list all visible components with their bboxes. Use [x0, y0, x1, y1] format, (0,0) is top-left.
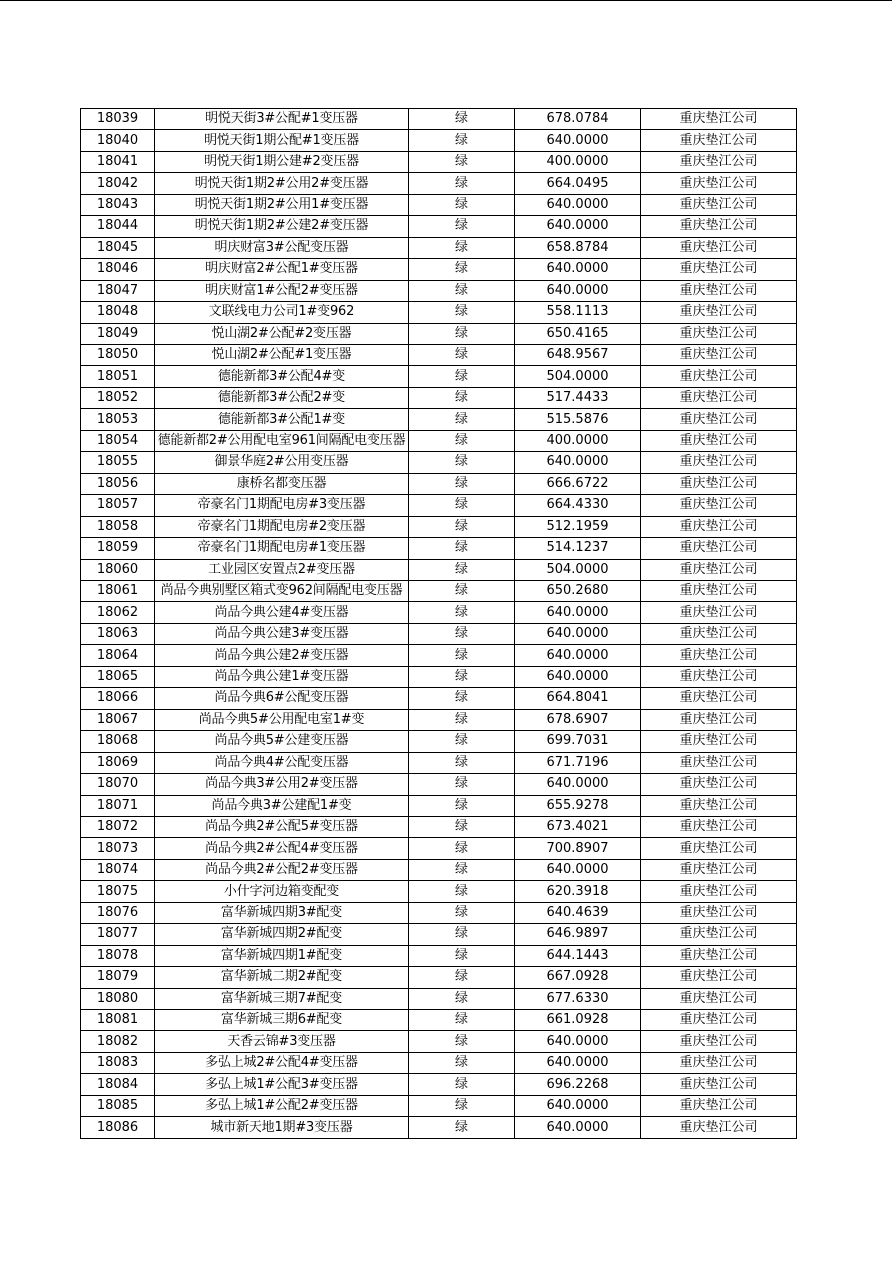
company-cell: 重庆垫江公司	[641, 1074, 797, 1095]
company-cell: 重庆垫江公司	[641, 559, 797, 580]
company-cell: 重庆垫江公司	[641, 173, 797, 194]
table-row	[81, 902, 797, 923]
table-row	[81, 580, 797, 601]
status-color-cell: 绿	[409, 430, 515, 451]
company-cell: 重庆垫江公司	[641, 1031, 797, 1052]
transformer-name-cell: 尚品今典公建3#变压器	[155, 623, 409, 644]
table-row	[81, 666, 797, 687]
value-cell: 648.9567	[515, 344, 641, 365]
value-cell: 640.0000	[515, 623, 641, 644]
status-color-cell: 绿	[409, 602, 515, 623]
company-cell: 重庆垫江公司	[641, 237, 797, 258]
value-cell: 696.2268	[515, 1074, 641, 1095]
company-cell: 重庆垫江公司	[641, 538, 797, 559]
company-cell: 重庆垫江公司	[641, 151, 797, 172]
company-cell: 重庆垫江公司	[641, 280, 797, 301]
transformer-name-cell: 德能新都3#公配1#变	[155, 409, 409, 430]
value-cell: 504.0000	[515, 559, 641, 580]
status-color-cell: 绿	[409, 1052, 515, 1073]
table-row	[81, 216, 797, 237]
transformer-name-cell: 文联线电力公司1#变962	[155, 302, 409, 323]
value-cell: 640.0000	[515, 216, 641, 237]
table-row	[81, 774, 797, 795]
value-cell: 646.9897	[515, 924, 641, 945]
status-color-cell: 绿	[409, 924, 515, 945]
row-id-cell: 18051	[81, 366, 155, 387]
status-color-cell: 绿	[409, 280, 515, 301]
status-color-cell: 绿	[409, 409, 515, 430]
status-color-cell: 绿	[409, 130, 515, 151]
company-cell: 重庆垫江公司	[641, 645, 797, 666]
value-cell: 640.0000	[515, 280, 641, 301]
company-cell: 重庆垫江公司	[641, 945, 797, 966]
transformer-name-cell: 明悦天街1期2#公建2#变压器	[155, 216, 409, 237]
table-row	[81, 945, 797, 966]
table-row	[81, 1095, 797, 1116]
transformer-name-cell: 富华新城四期2#配变	[155, 924, 409, 945]
transformer-name-cell: 御景华庭2#公用变压器	[155, 452, 409, 473]
row-id-cell: 18050	[81, 344, 155, 365]
company-cell: 重庆垫江公司	[641, 666, 797, 687]
transformer-name-cell: 多弘上城1#公配2#变压器	[155, 1095, 409, 1116]
table-row	[81, 237, 797, 258]
company-cell: 重庆垫江公司	[641, 623, 797, 644]
company-cell: 重庆垫江公司	[641, 967, 797, 988]
company-cell: 重庆垫江公司	[641, 387, 797, 408]
row-id-cell: 18048	[81, 302, 155, 323]
table-row	[81, 838, 797, 859]
value-cell: 640.0000	[515, 859, 641, 880]
transformer-name-cell: 尚品今典2#公配2#变压器	[155, 859, 409, 880]
row-id-cell: 18042	[81, 173, 155, 194]
status-color-cell: 绿	[409, 795, 515, 816]
row-id-cell: 18045	[81, 237, 155, 258]
table-row	[81, 859, 797, 880]
table-row	[81, 302, 797, 323]
transformer-name-cell: 德能新都2#公用配电室961间隔配电变压器	[155, 430, 409, 451]
transformer-name-cell: 尚品今典3#公用2#变压器	[155, 774, 409, 795]
transformer-name-cell: 尚品今典2#公配4#变压器	[155, 838, 409, 859]
row-id-cell: 18053	[81, 409, 155, 430]
status-color-cell: 绿	[409, 1074, 515, 1095]
value-cell: 650.4165	[515, 323, 641, 344]
transformer-name-cell: 富华新城四期1#配变	[155, 945, 409, 966]
value-cell: 664.4330	[515, 495, 641, 516]
value-cell: 640.0000	[515, 1052, 641, 1073]
company-cell: 重庆垫江公司	[641, 580, 797, 601]
value-cell: 667.0928	[515, 967, 641, 988]
row-id-cell: 18065	[81, 666, 155, 687]
table-row	[81, 1074, 797, 1095]
status-color-cell: 绿	[409, 645, 515, 666]
row-id-cell: 18058	[81, 516, 155, 537]
transformer-name-cell: 尚品今典5#公建变压器	[155, 731, 409, 752]
company-cell: 重庆垫江公司	[641, 1010, 797, 1031]
transformer-name-cell: 明悦天街1期2#公用2#变压器	[155, 173, 409, 194]
value-cell: 678.0784	[515, 109, 641, 130]
table-row	[81, 924, 797, 945]
row-id-cell: 18077	[81, 924, 155, 945]
company-cell: 重庆垫江公司	[641, 988, 797, 1009]
transformer-name-cell: 多弘上城2#公配4#变压器	[155, 1052, 409, 1073]
company-cell: 重庆垫江公司	[641, 452, 797, 473]
value-cell: 517.4433	[515, 387, 641, 408]
company-cell: 重庆垫江公司	[641, 859, 797, 880]
value-cell: 644.1443	[515, 945, 641, 966]
company-cell: 重庆垫江公司	[641, 473, 797, 494]
row-id-cell: 18076	[81, 902, 155, 923]
row-id-cell: 18052	[81, 387, 155, 408]
table-row	[81, 194, 797, 215]
status-color-cell: 绿	[409, 902, 515, 923]
row-id-cell: 18075	[81, 881, 155, 902]
value-cell: 504.0000	[515, 366, 641, 387]
value-cell: 640.0000	[515, 774, 641, 795]
value-cell: 512.1959	[515, 516, 641, 537]
company-cell: 重庆垫江公司	[641, 366, 797, 387]
table-row	[81, 816, 797, 837]
status-color-cell: 绿	[409, 666, 515, 687]
company-cell: 重庆垫江公司	[641, 752, 797, 773]
status-color-cell: 绿	[409, 945, 515, 966]
row-id-cell: 18059	[81, 538, 155, 559]
transformer-table	[80, 108, 797, 1139]
table-row	[81, 967, 797, 988]
row-id-cell: 18072	[81, 816, 155, 837]
value-cell: 640.0000	[515, 130, 641, 151]
status-color-cell: 绿	[409, 881, 515, 902]
table-row	[81, 516, 797, 537]
status-color-cell: 绿	[409, 151, 515, 172]
row-id-cell: 18060	[81, 559, 155, 580]
status-color-cell: 绿	[409, 752, 515, 773]
status-color-cell: 绿	[409, 580, 515, 601]
status-color-cell: 绿	[409, 731, 515, 752]
company-cell: 重庆垫江公司	[641, 516, 797, 537]
status-color-cell: 绿	[409, 816, 515, 837]
transformer-name-cell: 尚品今典3#公建配1#变	[155, 795, 409, 816]
company-cell: 重庆垫江公司	[641, 216, 797, 237]
row-id-cell: 18084	[81, 1074, 155, 1095]
table-row	[81, 645, 797, 666]
status-color-cell: 绿	[409, 323, 515, 344]
value-cell: 699.7031	[515, 731, 641, 752]
row-id-cell: 18054	[81, 430, 155, 451]
table-row	[81, 709, 797, 730]
transformer-name-cell: 天香云锦#3变压器	[155, 1031, 409, 1052]
transformer-name-cell: 明庆财富1#公配2#变压器	[155, 280, 409, 301]
row-id-cell: 18039	[81, 109, 155, 130]
status-color-cell: 绿	[409, 473, 515, 494]
transformer-name-cell: 帝豪名门1期配电房#2变压器	[155, 516, 409, 537]
value-cell: 400.0000	[515, 151, 641, 172]
row-id-cell: 18046	[81, 259, 155, 280]
value-cell: 514.1237	[515, 538, 641, 559]
transformer-name-cell: 悦山湖2#公配#2变压器	[155, 323, 409, 344]
status-color-cell: 绿	[409, 216, 515, 237]
row-id-cell: 18085	[81, 1095, 155, 1116]
table-row	[81, 387, 797, 408]
transformer-name-cell: 帝豪名门1期配电房#3变压器	[155, 495, 409, 516]
company-cell: 重庆垫江公司	[641, 302, 797, 323]
transformer-name-cell: 尚品今典公建4#变压器	[155, 602, 409, 623]
status-color-cell: 绿	[409, 838, 515, 859]
table-row	[81, 623, 797, 644]
table-row	[81, 344, 797, 365]
row-id-cell: 18066	[81, 688, 155, 709]
row-id-cell: 18061	[81, 580, 155, 601]
table-row	[81, 1052, 797, 1073]
status-color-cell: 绿	[409, 1117, 515, 1138]
status-color-cell: 绿	[409, 709, 515, 730]
company-cell: 重庆垫江公司	[641, 109, 797, 130]
transformer-name-cell: 德能新都3#公配2#变	[155, 387, 409, 408]
table-row	[81, 151, 797, 172]
value-cell: 558.1113	[515, 302, 641, 323]
table-row	[81, 109, 797, 130]
row-id-cell: 18055	[81, 452, 155, 473]
status-color-cell: 绿	[409, 302, 515, 323]
table-row	[81, 430, 797, 451]
company-cell: 重庆垫江公司	[641, 430, 797, 451]
value-cell: 671.7196	[515, 752, 641, 773]
transformer-name-cell: 尚品今典5#公用配电室1#变	[155, 709, 409, 730]
transformer-name-cell: 尚品今典6#公配变压器	[155, 688, 409, 709]
status-color-cell: 绿	[409, 623, 515, 644]
status-color-cell: 绿	[409, 1010, 515, 1031]
table-row	[81, 731, 797, 752]
row-id-cell: 18071	[81, 795, 155, 816]
table-row	[81, 323, 797, 344]
value-cell: 650.2680	[515, 580, 641, 601]
row-id-cell: 18063	[81, 623, 155, 644]
status-color-cell: 绿	[409, 259, 515, 280]
status-color-cell: 绿	[409, 988, 515, 1009]
transformer-name-cell: 富华新城二期2#配变	[155, 967, 409, 988]
row-id-cell: 18041	[81, 151, 155, 172]
row-id-cell: 18056	[81, 473, 155, 494]
value-cell: 664.0495	[515, 173, 641, 194]
status-color-cell: 绿	[409, 194, 515, 215]
value-cell: 673.4021	[515, 816, 641, 837]
table-row	[81, 473, 797, 494]
company-cell: 重庆垫江公司	[641, 795, 797, 816]
value-cell: 640.0000	[515, 1117, 641, 1138]
company-cell: 重庆垫江公司	[641, 194, 797, 215]
company-cell: 重庆垫江公司	[641, 816, 797, 837]
transformer-name-cell: 工业园区安置点2#变压器	[155, 559, 409, 580]
status-color-cell: 绿	[409, 774, 515, 795]
transformer-name-cell: 尚品今典别墅区箱式变962间隔配电变压器	[155, 580, 409, 601]
company-cell: 重庆垫江公司	[641, 774, 797, 795]
value-cell: 700.8907	[515, 838, 641, 859]
table-row	[81, 280, 797, 301]
value-cell: 640.0000	[515, 194, 641, 215]
value-cell: 640.4639	[515, 902, 641, 923]
table-row	[81, 795, 797, 816]
row-id-cell: 18078	[81, 945, 155, 966]
row-id-cell: 18064	[81, 645, 155, 666]
company-cell: 重庆垫江公司	[641, 1117, 797, 1138]
status-color-cell: 绿	[409, 1095, 515, 1116]
value-cell: 678.6907	[515, 709, 641, 730]
table-row	[81, 688, 797, 709]
value-cell: 620.3918	[515, 881, 641, 902]
table-row	[81, 173, 797, 194]
company-cell: 重庆垫江公司	[641, 902, 797, 923]
status-color-cell: 绿	[409, 967, 515, 988]
table-row	[81, 1117, 797, 1138]
transformer-name-cell: 富华新城三期6#配变	[155, 1010, 409, 1031]
value-cell: 515.5876	[515, 409, 641, 430]
table-row	[81, 559, 797, 580]
row-id-cell: 18044	[81, 216, 155, 237]
row-id-cell: 18070	[81, 774, 155, 795]
table-row	[81, 752, 797, 773]
value-cell: 655.9278	[515, 795, 641, 816]
status-color-cell: 绿	[409, 559, 515, 580]
transformer-name-cell: 明悦天街1期2#公用1#变压器	[155, 194, 409, 215]
status-color-cell: 绿	[409, 173, 515, 194]
status-color-cell: 绿	[409, 452, 515, 473]
row-id-cell: 18082	[81, 1031, 155, 1052]
row-id-cell: 18086	[81, 1117, 155, 1138]
row-id-cell: 18081	[81, 1010, 155, 1031]
company-cell: 重庆垫江公司	[641, 602, 797, 623]
transformer-name-cell: 明庆财富3#公配变压器	[155, 237, 409, 258]
value-cell: 640.0000	[515, 259, 641, 280]
page-top-border	[0, 0, 892, 1]
table-row	[81, 452, 797, 473]
row-id-cell: 18069	[81, 752, 155, 773]
transformer-name-cell: 康桥名都变压器	[155, 473, 409, 494]
status-color-cell: 绿	[409, 538, 515, 559]
status-color-cell: 绿	[409, 516, 515, 537]
transformer-name-cell: 悦山湖2#公配#1变压器	[155, 344, 409, 365]
company-cell: 重庆垫江公司	[641, 323, 797, 344]
value-cell: 677.6330	[515, 988, 641, 1009]
table-row	[81, 538, 797, 559]
status-color-cell: 绿	[409, 688, 515, 709]
status-color-cell: 绿	[409, 387, 515, 408]
company-cell: 重庆垫江公司	[641, 1095, 797, 1116]
row-id-cell: 18062	[81, 602, 155, 623]
transformer-name-cell: 尚品今典公建1#变压器	[155, 666, 409, 687]
row-id-cell: 18043	[81, 194, 155, 215]
transformer-name-cell: 多弘上城1#公配3#变压器	[155, 1074, 409, 1095]
company-cell: 重庆垫江公司	[641, 344, 797, 365]
value-cell: 658.8784	[515, 237, 641, 258]
company-cell: 重庆垫江公司	[641, 130, 797, 151]
status-color-cell: 绿	[409, 859, 515, 880]
row-id-cell: 18073	[81, 838, 155, 859]
company-cell: 重庆垫江公司	[641, 924, 797, 945]
transformer-name-cell: 尚品今典2#公配5#变压器	[155, 816, 409, 837]
company-cell: 重庆垫江公司	[641, 709, 797, 730]
transformer-name-cell: 富华新城三期7#配变	[155, 988, 409, 1009]
company-cell: 重庆垫江公司	[641, 409, 797, 430]
transformer-name-cell: 德能新都3#公配4#变	[155, 366, 409, 387]
transformer-name-cell: 尚品今典4#公配变压器	[155, 752, 409, 773]
table-row	[81, 1031, 797, 1052]
value-cell: 640.0000	[515, 452, 641, 473]
company-cell: 重庆垫江公司	[641, 881, 797, 902]
company-cell: 重庆垫江公司	[641, 731, 797, 752]
row-id-cell: 18083	[81, 1052, 155, 1073]
transformer-name-cell: 尚品今典公建2#变压器	[155, 645, 409, 666]
transformer-name-cell: 明悦天街1期公配#1变压器	[155, 130, 409, 151]
table-row	[81, 602, 797, 623]
transformer-name-cell: 帝豪名门1期配电房#1变压器	[155, 538, 409, 559]
row-id-cell: 18068	[81, 731, 155, 752]
company-cell: 重庆垫江公司	[641, 688, 797, 709]
row-id-cell: 18049	[81, 323, 155, 344]
transformer-name-cell: 城市新天地1期#3变压器	[155, 1117, 409, 1138]
value-cell: 640.0000	[515, 666, 641, 687]
table-row	[81, 881, 797, 902]
transformer-name-cell: 明庆财富2#公配1#变压器	[155, 259, 409, 280]
row-id-cell: 18040	[81, 130, 155, 151]
value-cell: 640.0000	[515, 1095, 641, 1116]
company-cell: 重庆垫江公司	[641, 495, 797, 516]
value-cell: 666.6722	[515, 473, 641, 494]
row-id-cell: 18074	[81, 859, 155, 880]
table-row	[81, 1010, 797, 1031]
transformer-name-cell: 明悦天街1期公建#2变压器	[155, 151, 409, 172]
status-color-cell: 绿	[409, 1031, 515, 1052]
value-cell: 640.0000	[515, 602, 641, 623]
company-cell: 重庆垫江公司	[641, 1052, 797, 1073]
table-row	[81, 988, 797, 1009]
transformer-name-cell: 富华新城四期3#配变	[155, 902, 409, 923]
row-id-cell: 18067	[81, 709, 155, 730]
row-id-cell: 18079	[81, 967, 155, 988]
transformer-name-cell: 明悦天街3#公配#1变压器	[155, 109, 409, 130]
table-body	[81, 109, 797, 1139]
status-color-cell: 绿	[409, 495, 515, 516]
table-row	[81, 259, 797, 280]
company-cell: 重庆垫江公司	[641, 259, 797, 280]
transformer-name-cell: 小什字河边箱变配变	[155, 881, 409, 902]
company-cell: 重庆垫江公司	[641, 838, 797, 859]
row-id-cell: 18047	[81, 280, 155, 301]
value-cell: 640.0000	[515, 645, 641, 666]
status-color-cell: 绿	[409, 344, 515, 365]
status-color-cell: 绿	[409, 237, 515, 258]
value-cell: 664.8041	[515, 688, 641, 709]
value-cell: 400.0000	[515, 430, 641, 451]
table-row	[81, 366, 797, 387]
row-id-cell: 18057	[81, 495, 155, 516]
table-row	[81, 409, 797, 430]
table-row	[81, 495, 797, 516]
table-row	[81, 130, 797, 151]
row-id-cell: 18080	[81, 988, 155, 1009]
value-cell: 661.0928	[515, 1010, 641, 1031]
value-cell: 640.0000	[515, 1031, 641, 1052]
status-color-cell: 绿	[409, 366, 515, 387]
status-color-cell: 绿	[409, 109, 515, 130]
